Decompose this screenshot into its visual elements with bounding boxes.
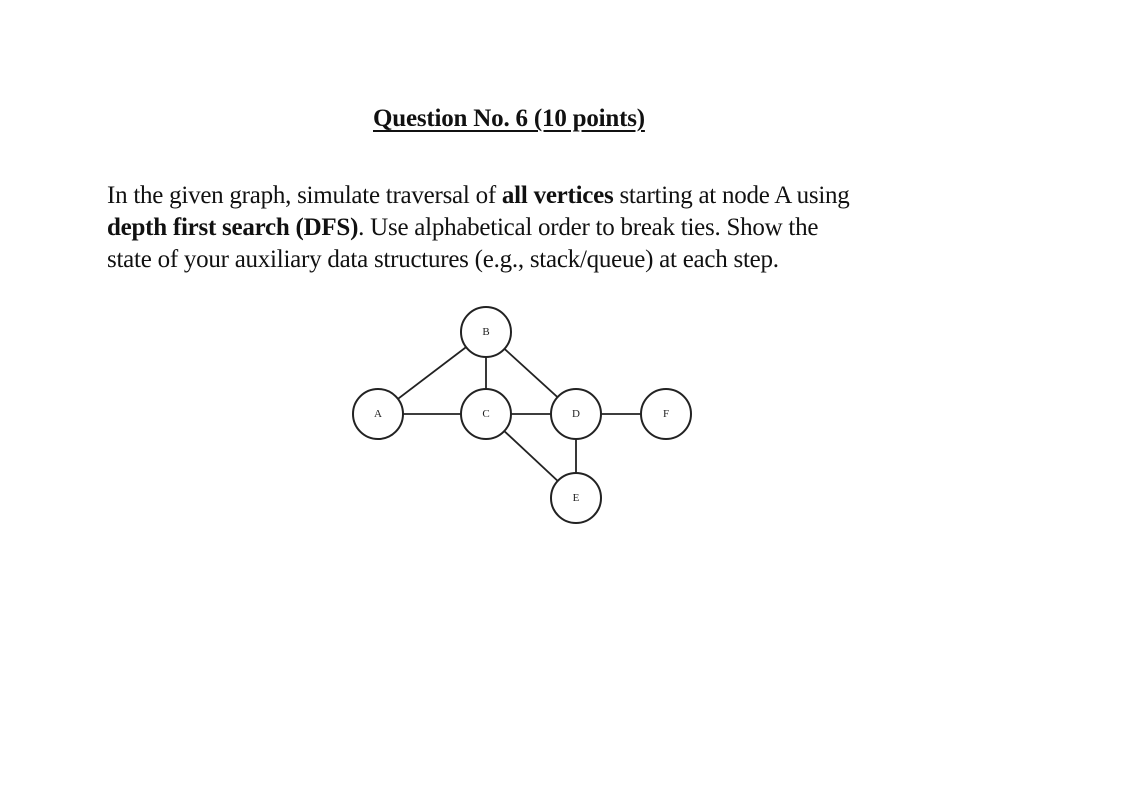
node-label-c: C	[482, 408, 490, 420]
node-d	[551, 389, 601, 439]
node-c	[461, 389, 511, 439]
emphasis-dfs: depth first search (DFS)	[107, 214, 359, 241]
node-label-f: F	[662, 408, 670, 420]
node-label-d: D	[572, 408, 580, 420]
graph-figure	[340, 298, 720, 550]
node-a	[353, 389, 403, 439]
node-label-a: A	[374, 408, 382, 420]
question-text-segment: starting at node A using	[613, 182, 850, 209]
question-line-2	[107, 212, 987, 244]
question-text-segment: . Use alphabetical order to break ties. Show the	[358, 214, 819, 241]
node-label-b: B	[482, 326, 490, 338]
question-title: Question No. 6 (10 points)	[373, 105, 645, 132]
graph-diagram	[340, 298, 720, 550]
graph-nodes	[353, 307, 691, 523]
node-f	[641, 389, 691, 439]
node-label-e: E	[572, 492, 580, 504]
question-text-segment: In the given graph, simulate traversal of	[107, 182, 502, 209]
question-line-3	[107, 244, 987, 276]
node-b	[461, 307, 511, 357]
graph-edges	[378, 332, 666, 498]
emphasis-all-vertices: all vertices	[501, 182, 614, 209]
question-text	[107, 180, 987, 276]
question-text-segment: state of your auxiliary data structures (e.g., stack/queue) at each step.	[107, 246, 779, 273]
node-e	[551, 473, 601, 523]
question-line-1	[107, 180, 987, 212]
